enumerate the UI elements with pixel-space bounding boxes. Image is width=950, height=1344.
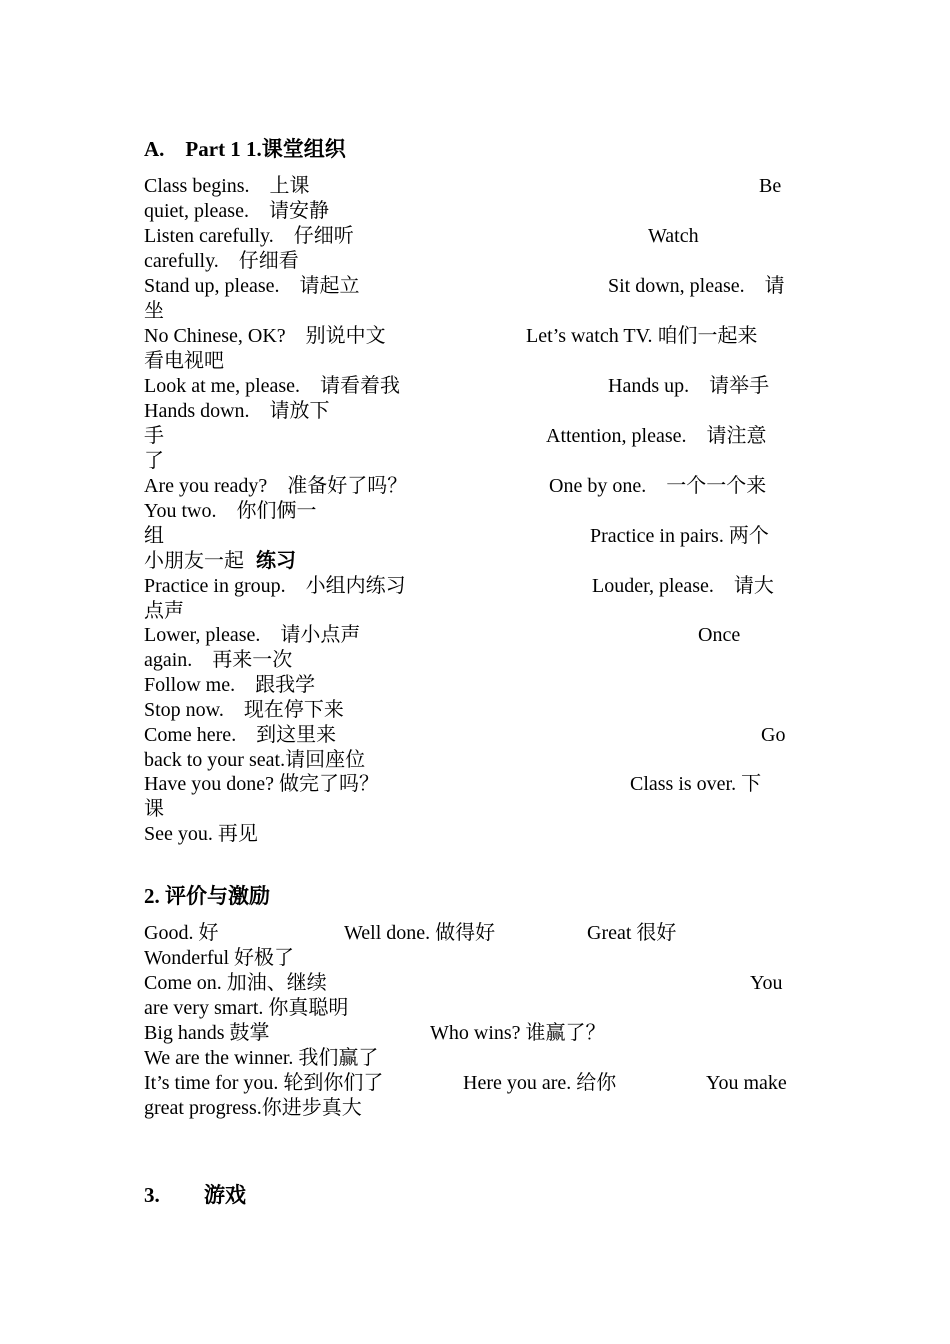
phrase: Wonderful 好极了 bbox=[144, 947, 295, 969]
text-line bbox=[144, 574, 806, 599]
text-line bbox=[144, 822, 806, 847]
text-line bbox=[144, 274, 806, 299]
phrase: Well done. 做得好 bbox=[344, 922, 496, 944]
phrase: Practice in group. 小组内练习 bbox=[144, 575, 406, 597]
text-line bbox=[144, 623, 806, 648]
phrase: Here you are. 给你 bbox=[463, 1072, 617, 1094]
phrase: Stop now. 现在停下来 bbox=[144, 699, 344, 721]
text-line bbox=[144, 996, 806, 1021]
phrase: Class is over. 下 bbox=[630, 773, 762, 795]
phrase: We are the winner. 我们赢了 bbox=[144, 1047, 379, 1069]
phrase: Practice in pairs. 两个 bbox=[590, 525, 769, 547]
phrase: Are you ready? 准备好了吗？ bbox=[144, 475, 408, 497]
text-line bbox=[144, 921, 806, 946]
phrase: Look at me, please. 请看着我 bbox=[144, 375, 401, 397]
section-3-number: 3. bbox=[144, 1183, 160, 1207]
phrase: No Chinese, OK? 别说中文 bbox=[144, 325, 386, 347]
phrase: One by one. 一个一个来 bbox=[549, 475, 767, 497]
phrase: 课 bbox=[144, 798, 164, 820]
phrase: Sit down, please. 请 bbox=[608, 275, 785, 297]
phrase: Let’s watch TV. 咱们一起来 bbox=[526, 325, 758, 347]
phrase: again. 再来一次 bbox=[144, 649, 293, 671]
phrase: great progress.你进步真大 bbox=[144, 1097, 362, 1119]
text-line bbox=[144, 772, 806, 797]
text-line bbox=[144, 474, 806, 499]
text-line bbox=[144, 648, 806, 673]
phrase: are very smart. 你真聪明 bbox=[144, 997, 349, 1019]
phrase: Good. 好 bbox=[144, 922, 219, 944]
phrase: Louder, please. 请大 bbox=[592, 575, 774, 597]
text-line bbox=[144, 1021, 806, 1046]
phrase: 坐 bbox=[144, 300, 164, 322]
text-line bbox=[144, 249, 806, 274]
phrase: 手 bbox=[144, 425, 164, 447]
section-3-heading bbox=[144, 1182, 246, 1208]
phrase: See you. 再见 bbox=[144, 823, 258, 845]
text-line bbox=[144, 499, 806, 524]
phrase: It’s time for you. 轮到你们了 bbox=[144, 1072, 384, 1094]
phrase: Have you done? 做完了吗？ bbox=[144, 773, 379, 795]
section-3-title: 游戏 bbox=[204, 1183, 246, 1207]
phrase: Attention, please. 请注意 bbox=[546, 425, 767, 447]
text-line bbox=[144, 1071, 806, 1096]
phrase: Come here. 到这里来 bbox=[144, 724, 337, 746]
text-line bbox=[144, 524, 806, 549]
text-line bbox=[144, 299, 806, 324]
phrase: 点声 bbox=[144, 600, 184, 622]
phrase: You two. 你们俩一 bbox=[144, 500, 317, 522]
text-line bbox=[144, 748, 806, 773]
phrase: Class begins. 上课 bbox=[144, 175, 310, 197]
phrase-bold: 练习 bbox=[256, 550, 296, 572]
phrase: quiet, please. 请安静 bbox=[144, 200, 329, 222]
phrase: carefully. 仔细看 bbox=[144, 250, 299, 272]
phrase: 了 bbox=[144, 450, 164, 472]
text-line bbox=[144, 1046, 806, 1071]
text-line bbox=[144, 424, 806, 449]
phrase: Stand up, please. 请起立 bbox=[144, 275, 360, 297]
phrase: Once bbox=[698, 624, 741, 646]
phrase: Hands up. 请举手 bbox=[608, 375, 770, 397]
text-line bbox=[144, 324, 806, 349]
phrase: Watch bbox=[648, 225, 699, 247]
text-line bbox=[144, 698, 806, 723]
phrase: Lower, please. 请小点声 bbox=[144, 624, 361, 646]
text-line bbox=[144, 374, 806, 399]
text-line bbox=[144, 599, 806, 624]
phrase: back to your seat.请回座位 bbox=[144, 749, 366, 771]
text-line bbox=[144, 224, 806, 249]
text-line bbox=[144, 946, 806, 971]
text-line bbox=[144, 449, 806, 474]
phrase: Come on. 加油、继续 bbox=[144, 972, 327, 994]
text-line bbox=[144, 549, 806, 574]
text-line bbox=[144, 723, 806, 748]
text-line bbox=[144, 971, 806, 996]
phrase: Big hands 鼓掌 bbox=[144, 1022, 270, 1044]
phrase: 看电视吧 bbox=[144, 350, 224, 372]
section-a-heading: A. Part 1 1.课堂组织 bbox=[144, 137, 346, 161]
phrase: Listen carefully. 仔细听 bbox=[144, 225, 354, 247]
phrase: Who wins? 谁赢了？ bbox=[430, 1022, 606, 1044]
phrase: 小朋友一起 bbox=[144, 550, 244, 572]
phrase: Hands down. 请放下 bbox=[144, 400, 330, 422]
phrase: 组 bbox=[144, 525, 164, 547]
text-line bbox=[144, 673, 806, 698]
phrase: You make bbox=[706, 1072, 787, 1094]
phrase: Go bbox=[761, 724, 786, 746]
phrase: Be bbox=[759, 175, 782, 197]
text-line bbox=[144, 199, 806, 224]
section-2-heading: 2. 评价与激励 bbox=[144, 884, 270, 908]
phrase: You bbox=[750, 972, 783, 994]
phrase: Great 很好 bbox=[587, 922, 677, 944]
text-line bbox=[144, 399, 806, 424]
text-line bbox=[144, 1096, 806, 1121]
text-line bbox=[144, 349, 806, 374]
phrase: Follow me. 跟我学 bbox=[144, 674, 316, 696]
text-line bbox=[144, 797, 806, 822]
text-line bbox=[144, 174, 806, 199]
